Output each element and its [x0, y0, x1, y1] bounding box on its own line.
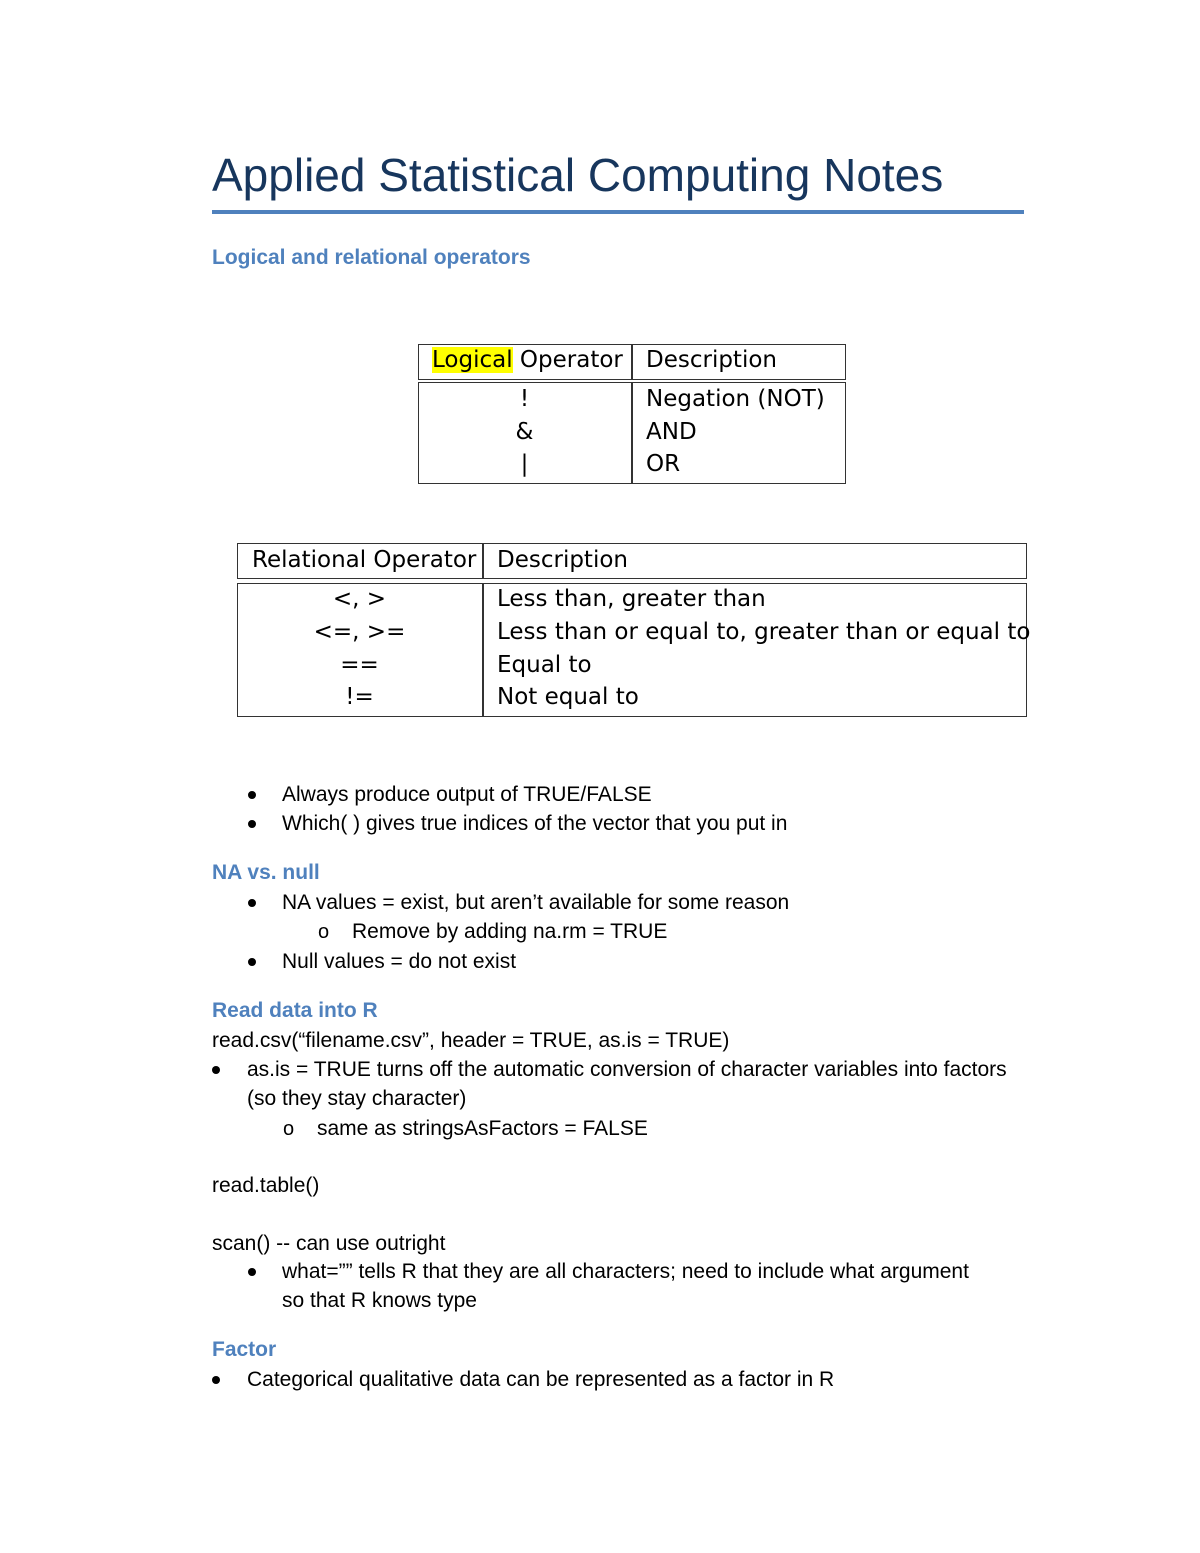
code-line: read.table() [212, 1174, 320, 1197]
title-rule [212, 210, 1024, 214]
logical-desc-cell: Negation (NOT) [646, 386, 825, 412]
sub-list-item: same as stringsAsFactors = FALSE [317, 1117, 648, 1140]
logical-op-cell: & [515, 419, 534, 445]
bullet-dot [248, 791, 256, 799]
relational-op-cell: != [345, 684, 374, 710]
logical-desc-cell: OR [646, 451, 681, 477]
bullet-dot [248, 899, 256, 907]
list-item-continuation: (so they stay character) [247, 1087, 467, 1110]
code-line: read.csv(“filename.csv”, header = TRUE, as.is = TRUE) [212, 1029, 730, 1052]
logical-desc-cell: AND [646, 419, 697, 445]
relational-desc-cell: Equal to [497, 652, 592, 678]
bullet-dot [212, 1066, 220, 1074]
relational-op-cell: == [340, 652, 379, 678]
logical-table-header-divider [631, 344, 633, 380]
code-line: scan() -- can use outright [212, 1232, 446, 1255]
list-item: Null values = do not exist [282, 950, 517, 973]
logical-op-cell: ! [519, 386, 530, 412]
relational-desc-cell: Not equal to [497, 684, 639, 710]
list-item: Which( ) gives true indices of the vector that you put in [282, 812, 788, 835]
logical-table-header-op [432, 344, 623, 376]
section-heading-read: Read data into R [212, 999, 378, 1022]
logical-op-cell: | [520, 451, 529, 477]
section-heading-na: NA vs. null [212, 861, 320, 884]
relational-desc-cell: Less than or equal to, greater than or equal to [497, 619, 1031, 645]
bullet-dot [248, 820, 256, 828]
list-item: Categorical qualitative data can be represented as a factor in R [247, 1368, 835, 1391]
section-heading-factor: Factor [212, 1338, 277, 1361]
list-item: NA values = exist, but aren’t available for some reason [282, 891, 790, 914]
bullet-dot [248, 1268, 256, 1276]
logical-table-header-desc: Description [646, 347, 777, 373]
list-item: Always produce output of TRUE/FALSE [282, 783, 652, 806]
relational-op-cell: <, > [332, 586, 387, 612]
bullet-dot [212, 1376, 220, 1384]
relational-table-header-op: Relational Operator [252, 547, 477, 573]
highlighted-word: Logical [432, 347, 513, 373]
header-op-rest: Operator [512, 347, 623, 373]
relational-table-body-divider [482, 583, 484, 717]
relational-table-header-divider [482, 543, 484, 579]
bullet-dot [248, 958, 256, 966]
section-heading-logical: Logical and relational operators [212, 246, 531, 269]
list-item-continuation: so that R knows type [282, 1289, 477, 1312]
logical-table-body-divider [631, 382, 633, 484]
relational-desc-cell: Less than, greater than [497, 586, 766, 612]
sub-bullet-marker: o [318, 921, 330, 943]
list-item: as.is = TRUE turns off the automatic conversion of character variables into factors [247, 1058, 1007, 1081]
relational-table-header-desc: Description [497, 547, 628, 573]
relational-op-cell: <=, >= [313, 619, 406, 645]
sub-list-item: Remove by adding na.rm = TRUE [352, 920, 668, 943]
page-title: Applied Statistical Computing Notes [212, 149, 944, 201]
list-item: what=”” tells R that they are all characters; need to include what argument [282, 1260, 969, 1283]
sub-bullet-marker: o [283, 1118, 295, 1140]
